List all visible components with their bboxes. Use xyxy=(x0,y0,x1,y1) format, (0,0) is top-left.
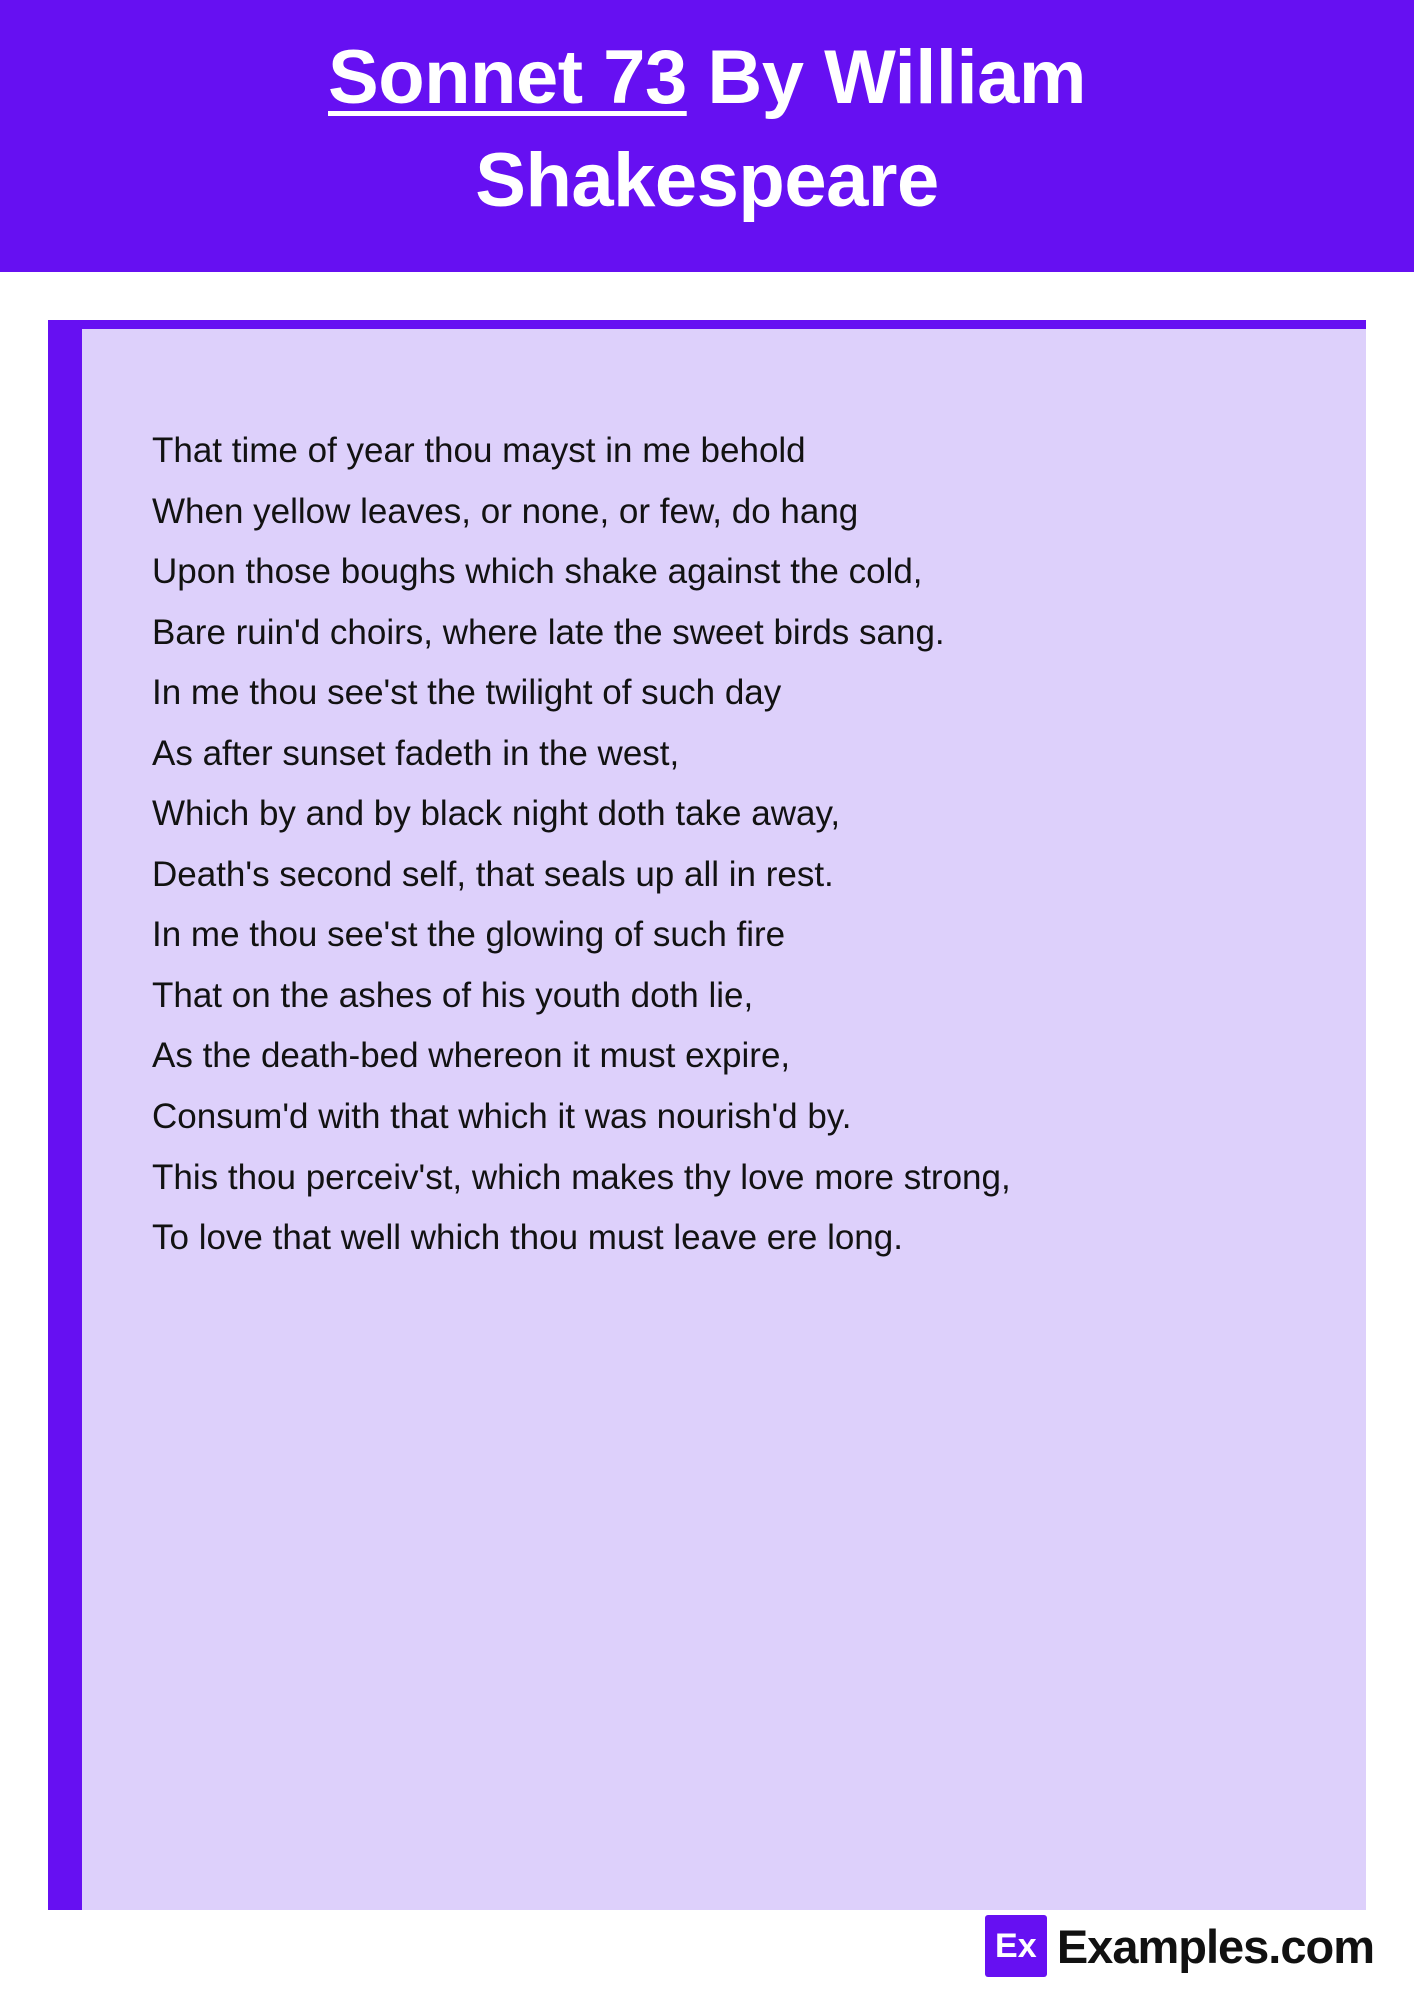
poem-line: As the death-bed whereon it must expire, xyxy=(152,1036,791,1076)
poem-card xyxy=(48,320,1366,1910)
poem-line: Which by and by black night doth take away, xyxy=(152,794,841,834)
poem-line: In me thou see'st the twilight of such day xyxy=(152,673,782,713)
page-title-poem-name: Sonnet 73 xyxy=(328,35,687,121)
logo-text: Examples.com xyxy=(1056,1919,1374,1973)
poem-line: Bare ruin'd choirs, where late the sweet birds sang. xyxy=(152,612,945,652)
poem-body xyxy=(152,421,1296,1269)
site-logo[interactable] xyxy=(985,1915,1374,1977)
poem-line: Upon those boughs which shake against the cold, xyxy=(152,552,923,592)
page-header xyxy=(0,0,1414,272)
poem-line: That time of year thou mayst in me behold xyxy=(152,431,806,470)
poem-card-wrapper xyxy=(0,272,1414,1910)
logo-mark-icon: Ex xyxy=(985,1915,1047,1977)
poem-line: As after sunset fadeth in the west, xyxy=(152,733,680,773)
poem-line: To love that well which thou must leave ere long. xyxy=(152,1218,903,1258)
page-title xyxy=(157,27,1257,232)
page-title-author: By William Shakespeare xyxy=(475,35,1086,223)
poem-line: That on the ashes of his youth doth lie, xyxy=(152,975,754,1015)
poem-line: Consum'd with that which it was nourish'd by. xyxy=(152,1097,852,1137)
poem-line: This thou perceiv'st, which makes thy love more strong, xyxy=(152,1157,1011,1197)
poem-line: In me thou see'st the glowing of such fire xyxy=(152,915,786,955)
poem-line: Death's second self, that seals up all in rest. xyxy=(152,854,834,894)
page-footer xyxy=(0,1910,1414,2000)
poem-line: When yellow leaves, or none, or few, do hang xyxy=(152,491,859,531)
